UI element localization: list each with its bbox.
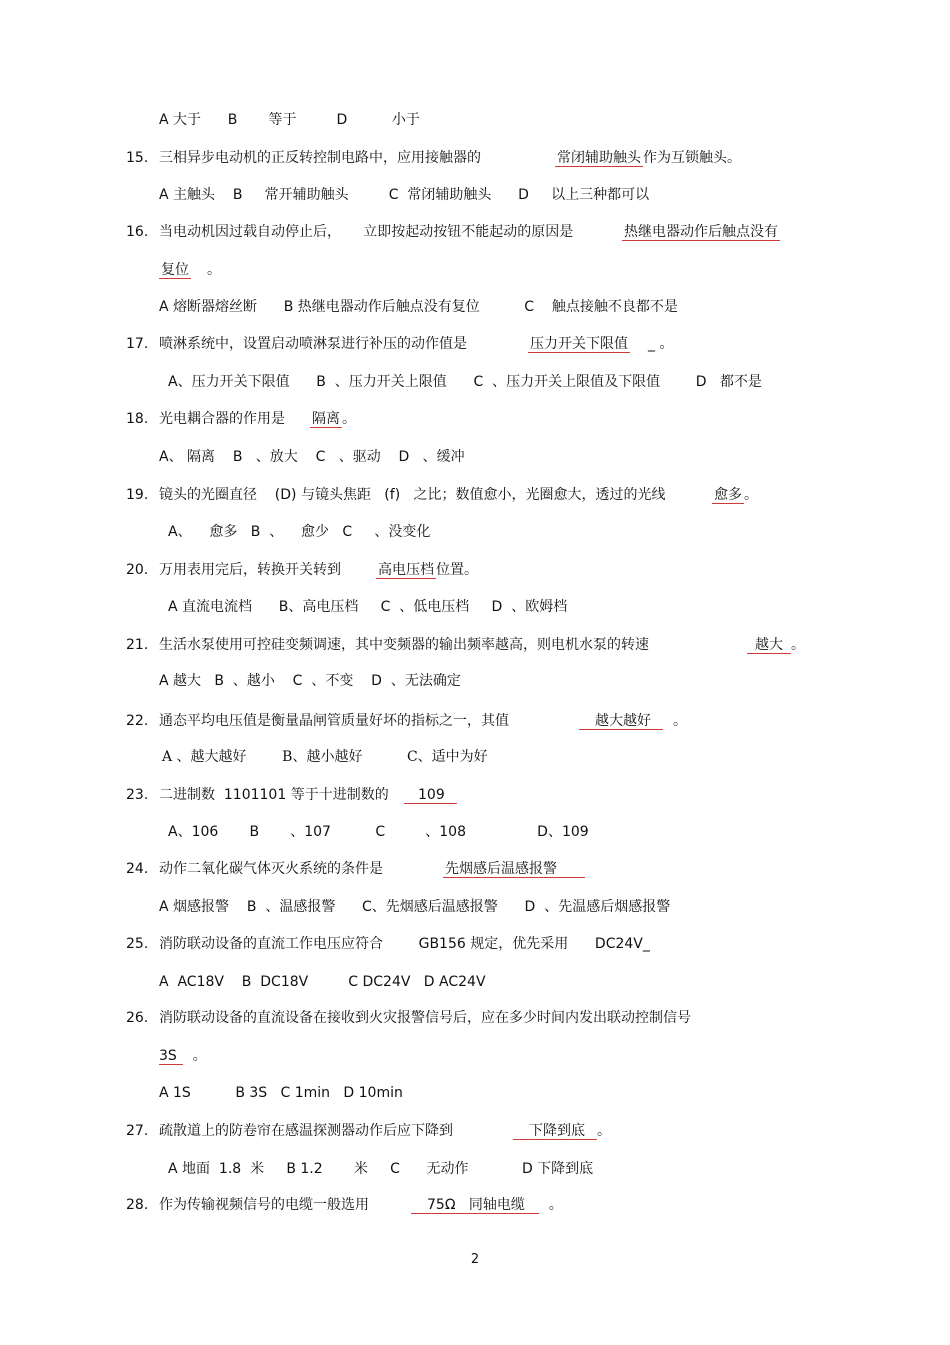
question-text-tail: 。 xyxy=(673,713,687,729)
question-text: 消防联动设备的直流工作电压应符合 GB156 规定，优先采用 DC24V_ xyxy=(159,936,650,952)
question-text: 二进制数 1101101 等于十进制数的 xyxy=(159,787,389,803)
question-text-tail: _ 。 xyxy=(648,336,674,352)
options-line: A、 愈多 B 、 愈少 C 、没变化 xyxy=(168,524,431,540)
question-text: 动作二氧化碳气体灭火系统的条件是 xyxy=(159,861,383,877)
question-text-tail: 。 xyxy=(342,411,356,427)
options-line: A 1S B 3S C 1min D 10min xyxy=(159,1085,403,1101)
answer-line xyxy=(443,860,585,878)
question-text-tail: 位置。 xyxy=(436,562,478,578)
answer-line xyxy=(310,410,356,428)
question-text-tail: 。 xyxy=(548,1197,563,1213)
question-number: 23. xyxy=(126,787,149,803)
answer-text: 75Ω 同轴电缆 xyxy=(411,1197,539,1214)
question-text: 通态平均电压值是衡量晶闸管质量好坏的指标之一，其值 xyxy=(159,713,509,729)
question-number: 27. xyxy=(126,1123,149,1139)
page-number: 2 xyxy=(470,1252,480,1267)
question-text: 当电动机因过载自动停止后， 立即按起动按钮不能起动的原因是 xyxy=(159,224,574,240)
question-text: 三相异步电动机的正反转控制电路中，应用接触器的 xyxy=(159,150,481,166)
answer-text: 下降到底 xyxy=(513,1123,597,1140)
question-number: 26. xyxy=(126,1010,149,1026)
answer-line xyxy=(411,1196,563,1214)
answer-text: 越大越好 xyxy=(579,713,663,730)
answer-line xyxy=(376,561,478,579)
question-number: 19. xyxy=(126,487,149,503)
options-line: A 大于 B 等于 D 小于 xyxy=(159,112,420,128)
answer-line xyxy=(159,1047,207,1065)
options-line: A 烟感报警 B 、温感报警 C、先烟感后温感报警 D 、先温感后烟感报警 xyxy=(159,899,671,915)
question-text: 生活水泵使用可控硅变频调速，其中变频器的输出频率越高，则电机水泵的转速 xyxy=(159,637,649,653)
answer-text: 热继电器动作后触点没有 xyxy=(624,224,778,240)
question-number: 24. xyxy=(126,861,149,877)
answer-text: 先烟感后温感报警 xyxy=(443,861,585,878)
question-text: 万用表用完后，转换开关转到 xyxy=(159,562,341,578)
answer-line xyxy=(712,486,758,504)
answer-line xyxy=(528,335,673,353)
answer-text: 常闭辅助触头 xyxy=(557,150,641,166)
answer-text: 愈多 xyxy=(714,487,742,503)
options-line: A 直流电流档 B、高电压档 C 、低电压档 D 、欧姆档 xyxy=(168,599,568,615)
answer-text: 压力开关下限值 xyxy=(530,336,628,352)
options-line: A、106 B 、107 C 、108 D、109 xyxy=(168,824,589,840)
answer-line xyxy=(579,712,687,730)
question-number: 16. xyxy=(126,224,149,240)
question-text-tail: 。 xyxy=(192,1048,207,1064)
question-text-tail: 。 xyxy=(791,637,805,653)
answer-line xyxy=(747,636,805,654)
options-line: A、 隔离 B 、放大 C 、驱动 D 、缓冲 xyxy=(159,449,465,465)
options-line: A 主触头 B 常开辅助触头 C 常闭辅助触头 D 以上三种都可以 xyxy=(159,187,650,203)
question-line xyxy=(159,149,481,167)
question-text-tail: 。 xyxy=(744,487,758,503)
answer-text: 高电压档 xyxy=(378,562,434,578)
question-text-tail: 。 xyxy=(207,262,221,278)
answer-text: 复位 xyxy=(161,262,189,278)
question-number: 28. xyxy=(126,1197,149,1213)
question-text: 疏散道上的防卷帘在感温探测器动作后应下降到 xyxy=(159,1123,453,1139)
options-line: A 熔断器熔丝断 B 热继电器动作后触点没有复位 C 触点接触不良都不是 xyxy=(159,299,678,315)
question-text: 光电耦合器的作用是 xyxy=(159,411,285,427)
question-number: 15. xyxy=(126,150,149,166)
question-number: 22. xyxy=(126,713,149,729)
answer-line xyxy=(404,786,457,804)
answer-line xyxy=(622,223,780,241)
answer-text: 隔离 xyxy=(312,411,340,427)
answer-line xyxy=(555,149,741,167)
question-text-tail: 作为互锁触头。 xyxy=(643,150,741,166)
question-text-tail: 。 xyxy=(597,1123,611,1139)
options-line: A 越大 B 、越小 C 、不变 D 、无法确定 xyxy=(159,673,461,689)
options-line: A 、越大越好 B、越小越好 C、适中为好 xyxy=(162,749,488,765)
question-text: 作为传输视频信号的电缆一般选用 xyxy=(159,1197,369,1213)
question-number: 18. xyxy=(126,411,149,427)
answer-text: 109 xyxy=(404,787,457,804)
answer-line xyxy=(159,261,221,279)
answer-text: 3S xyxy=(159,1048,183,1065)
question-number: 25. xyxy=(126,936,149,952)
answer-line xyxy=(513,1122,611,1140)
options-line: A、压力开关下限值 B 、压力开关上限值 C 、压力开关上限值及下限值 D 都不是 xyxy=(168,374,762,390)
question-number: 17. xyxy=(126,336,149,352)
question-number: 21. xyxy=(126,637,149,653)
question-text: 消防联动设备的直流设备在接收到火灾报警信号后，应在多少时间内发出联动控制信号 xyxy=(159,1010,691,1026)
question-text: 喷淋系统中，设置启动喷淋泵进行补压的动作值是 xyxy=(159,336,467,352)
answer-text: 越大 xyxy=(747,637,791,654)
question-text: 镜头的光圈直径 (D) 与镜头焦距 (f) 之比；数值愈小，光圈愈大，透过的光线 xyxy=(159,487,666,503)
question-number: 20. xyxy=(126,562,149,578)
options-line: A 地面 1.8 米 B 1.2 米 C 无动作 D 下降到底 xyxy=(168,1161,594,1177)
options-line: A AC18V B DC18V C DC24V D AC24V xyxy=(159,974,486,990)
